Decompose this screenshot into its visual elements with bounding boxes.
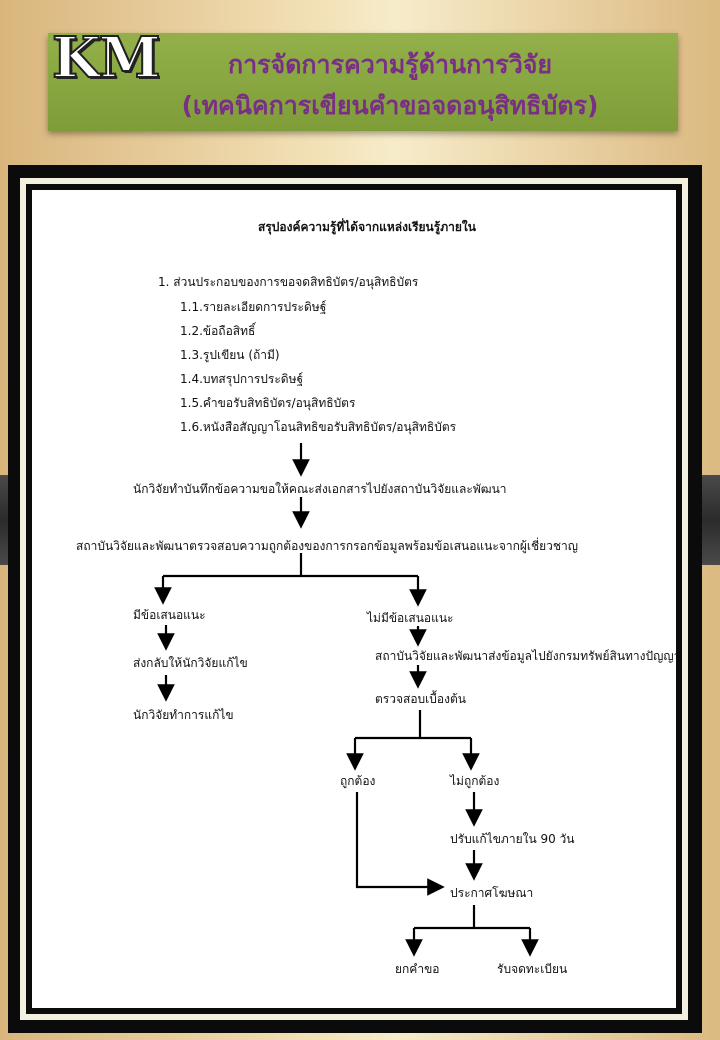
flow-revise: ปรับแก้ไขภายใน 90 วัน bbox=[450, 832, 575, 846]
flow-cancel: ยกคำขอ bbox=[395, 962, 440, 976]
flow-step-memo: นักวิจัยทำบันทึกข้อความขอให้คณะส่งเอกสารไปยังสถาบันวิจัยและพัฒนา bbox=[133, 482, 507, 496]
flow-register: รับจดทะเบียน bbox=[497, 962, 568, 976]
section-1: 1. ส่วนประกอบของการขอจดสิทธิบัตร/อนุสิทธิบัตร bbox=[158, 275, 419, 289]
item-1-2: 1.2.ข้อถือสิทธิ์ bbox=[180, 324, 256, 338]
doc-heading: สรุปองค์ความรู้ที่ได้จากแหล่งเรียนรู้ภายใน bbox=[258, 220, 476, 234]
title-line-1: การจัดการความรู้ด้านการวิจัย bbox=[227, 50, 553, 79]
flow-incorrect: ไม่ถูกต้อง bbox=[450, 774, 500, 788]
flow-has-suggestion: มีข้อเสนอแนะ bbox=[133, 608, 206, 622]
flow-fix: นักวิจัยทำการแก้ไข bbox=[133, 708, 234, 722]
flow-announce: ประกาศโฆษณา bbox=[450, 886, 534, 900]
flow-correct: ถูกต้อง bbox=[340, 774, 376, 788]
arrow-correct-announce bbox=[357, 792, 436, 887]
item-1-3: 1.3.รูปเขียน (ถ้ามี) bbox=[180, 348, 280, 362]
item-1-6: 1.6.หนังสือสัญญาโอนสิทธิขอรับสิทธิบัตร/อนุสิทธิบัตร bbox=[180, 420, 457, 434]
item-1-1: 1.1.รายละเอียดการประดิษฐ์ bbox=[180, 300, 327, 314]
flow-send: สถาบันวิจัยและพัฒนาส่งข้อมูลไปยังกรมทรัพย์สินทางปัญญา bbox=[375, 649, 681, 663]
flow-prelim: ตรวจสอบเบื้องต้น bbox=[375, 692, 466, 706]
title-line-2: (เทคนิคการเขียนคำขอจดอนุสิทธิบัตร) bbox=[181, 91, 599, 120]
flow-step-check: สถาบันวิจัยและพัฒนาตรวจสอบความถูกต้องของการกรอกข้อมูลพร้อมข้อเสนอแนะจากผู้เชี่ยวชาญ bbox=[76, 539, 579, 553]
item-1-4: 1.4.บทสรุปการประดิษฐ์ bbox=[180, 372, 304, 386]
item-1-5: 1.5.คำขอรับสิทธิบัตร/อนุสิทธิบัตร bbox=[180, 396, 356, 410]
flow-no-suggestion: ไม่มีข้อเสนอแนะ bbox=[367, 611, 454, 625]
km-logo: KM bbox=[52, 25, 159, 91]
flow-return: ส่งกลับให้นักวิจัยแก้ไข bbox=[133, 656, 248, 670]
